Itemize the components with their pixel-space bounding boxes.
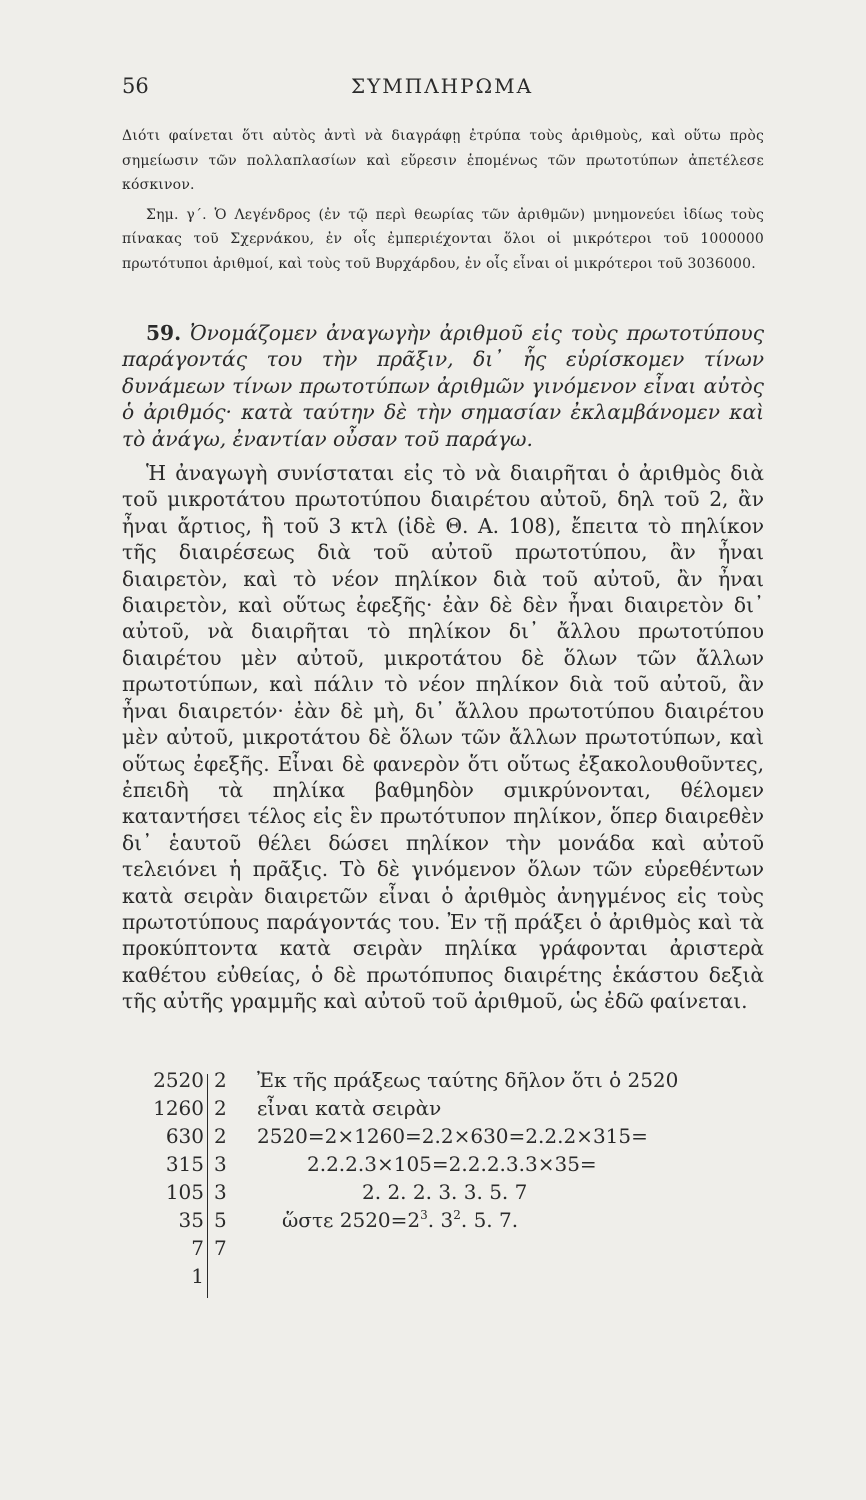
dividend-value: 630	[165, 1124, 204, 1148]
section-number: 59.	[146, 321, 182, 345]
annotation-text: 2.2.2.3×105=2.2.2.3.3×35=	[307, 1152, 597, 1176]
table-row	[122, 1068, 764, 1094]
table-row	[122, 1152, 764, 1178]
dividend-value: 7	[191, 1236, 204, 1260]
prime-divisor: 7	[214, 1236, 227, 1260]
table-row	[122, 1180, 764, 1206]
exponent: 2	[453, 1208, 461, 1222]
running-title: ΣΥΜΠΛΗΡΩΜΑ	[350, 74, 534, 98]
footnote-block	[122, 124, 764, 276]
prime-divisor: 2	[214, 1124, 227, 1148]
prime-divisor: 2	[214, 1068, 227, 1092]
dividend-value: 35	[178, 1208, 204, 1232]
annotation-text: ὥστε 2520=2	[282, 1208, 421, 1232]
result-formula	[282, 1208, 518, 1232]
page-header	[122, 74, 762, 104]
annotation-text: Ἐκ τῆς πράξεως ταύτης δῆλον ὅτι ὁ 2520	[257, 1068, 679, 1092]
section-definition	[122, 320, 764, 452]
note-gamma: Σημ. γ΄. Ὁ Λεγένδρος (ἐν τῷ περὶ θεωρίας τῶν ἀριθμῶν) μνημονεύει ἰδίως τοὺς πίνακας τοῦ Σχερνάκου, ἐν οἷς ἐμπεριέχονται ὅλοι οἱ μικρότεροι τοῦ 1000000 πρωτότυποι ἀριθμοί, καὶ τοὺς τοῦ Βυρχάρδου, ἐν οἷς εἶναι οἱ μικρότεροι τοῦ 3036000.	[122, 206, 764, 272]
dividend-value: 315	[165, 1152, 204, 1176]
prime-divisor: 5	[214, 1208, 227, 1232]
prime-divisor: 3	[214, 1180, 227, 1204]
dividend-value: 2520	[153, 1068, 204, 1092]
formula-tail: . 5. 7.	[460, 1208, 519, 1232]
note-intro: Διότι φαίνεται ὅτι αὐτὸς ἀντὶ νὰ διαγράφῃ ἐτρύπα τοὺς ἀριθμοὺς, καὶ οὕτω πρὸς σημείωσιν τῶν πολλαπλασίων καὶ εὕρεσιν ἑπομένως τῶν πρωτοτύπων ἀπετέλεσε κόσκινον.	[122, 128, 764, 193]
exponent: 3	[420, 1208, 428, 1222]
formula-middle: . 3	[427, 1208, 454, 1232]
annotation-text: εἶναι κατὰ σειρὰν	[257, 1096, 442, 1120]
table-row	[122, 1124, 764, 1150]
factorization-table	[122, 1068, 764, 1308]
table-row	[122, 1236, 764, 1262]
prime-divisor: 2	[214, 1096, 227, 1120]
section-body: Ἡ ἀναγωγὴ συνίσταται εἰς τὸ νὰ διαιρῆται ὁ ἀριθμὸς διὰ τοῦ μικροτάτου πρωτοτύπου διαιρέτου αὐτοῦ, δηλ τοῦ 2, ἂν ἦναι ἄρτιος, ἢ τοῦ 3 κτλ (ἰδὲ Θ. Α. 108), ἔπειτα τὸ πηλίκον τῆς διαιρέσεως διὰ τοῦ αὐτοῦ πρωτοτύπου, ἂν ἦναι διαιρετὸν, καὶ τὸ νέον πηλίκον διὰ τοῦ αὐτοῦ, ἂν ἦναι διαιρετὸν, καὶ οὕτως ἐφεξῆς· ἐὰν δὲ δὲν ἦναι διαιρετὸν δι᾽ αὐτοῦ, νὰ διαιρῆται τὸ πηλίκον δι᾽ ἄλλου πρωτοτύπου διαιρέτου μὲν αὐτοῦ, μικροτάτου δὲ ὅλων τῶν ἄλλων πρωτοτύπων, καὶ πάλιν τὸ νέον πηλίκον διὰ τοῦ αὐτοῦ, ἂν ἦναι διαιρετόν· ἐὰν δὲ μὴ, δι᾽ ἄλλου πρωτοτύπου διαιρέτου μὲν αὐτοῦ, μικροτάτου δὲ ὅλων τῶν ἄλλων πρωτοτύπων, καὶ οὕτως ἐφεξῆς. Εἶναι δὲ φανερὸν ὅτι οὕτως ἐξακολουθοῦντες, ἐπειδὴ τὰ πηλίκα βαθμηδὸν σμικρύνονται, θέλομεν καταντήσει τέλος εἰς ἓν πρωτότυπον πηλίκον, ὅπερ διαιρεθὲν δι᾽ ἑαυτοῦ θέλει δώσει πηλίκον τὴν μονάδα καὶ αὐτοῦ τελειόνει ἡ πρᾶξις. Τὸ δὲ γινόμενον ὅλων τῶν εὑρεθέντων κατὰ σειρὰν διαιρετῶν εἶναι ὁ ἀριθμὸς ἀνηγμένος εἰς τοὺς πρωτοτύπους παράγοντάς του. Ἐν τῇ πράξει ὁ ἀριθμὸς καὶ τὰ προκύπτοντα κατὰ σειρὰν πηλίκα γράφονται ἀριστερὰ καθέτου εὐθείας, ὁ δὲ πρωτόπυπος διαιρέτης ἑκάστου δεξιὰ τῆς αὐτῆς γραμμῆς καὶ αὐτοῦ τοῦ ἀριθμοῦ, ὡς ἐδῶ φαίνεται.	[122, 461, 764, 1014]
table-row	[122, 1208, 764, 1234]
table-row	[122, 1264, 764, 1290]
table-row	[122, 1096, 764, 1122]
annotation-text: 2520=2×1260=2.2×630=2.2.2×315=	[257, 1124, 648, 1148]
dividend-value: 1	[191, 1264, 204, 1288]
definition-text: Ὀνομάζομεν ἀναγωγὴν ἀριθμοῦ εἰς τοὺς πρωτοτύπους παράγοντάς του τὴν πρᾶξιν, δι᾽ ἧς εὑρίσκομεν τίνων δυνάμεων τίνων πρωτοτύπων ἀριθμῶν γινόμενον εἶναι αὐτὸς ὁ ἀριθμός· κατὰ ταύτην δὲ τὴν σημασίαν ἐκλαμβάνομεν καὶ τὸ ἀνάγω, ἐναντίαν οὖσαν τοῦ παράγω.	[122, 321, 764, 451]
prime-divisor: 3	[214, 1152, 227, 1176]
page-number: 56	[122, 74, 149, 98]
dividend-value: 105	[165, 1180, 204, 1204]
section-59	[122, 320, 764, 1015]
dividend-value: 1260	[153, 1096, 204, 1120]
annotation-text: 2. 2. 2. 3. 3. 5. 7	[362, 1180, 528, 1204]
